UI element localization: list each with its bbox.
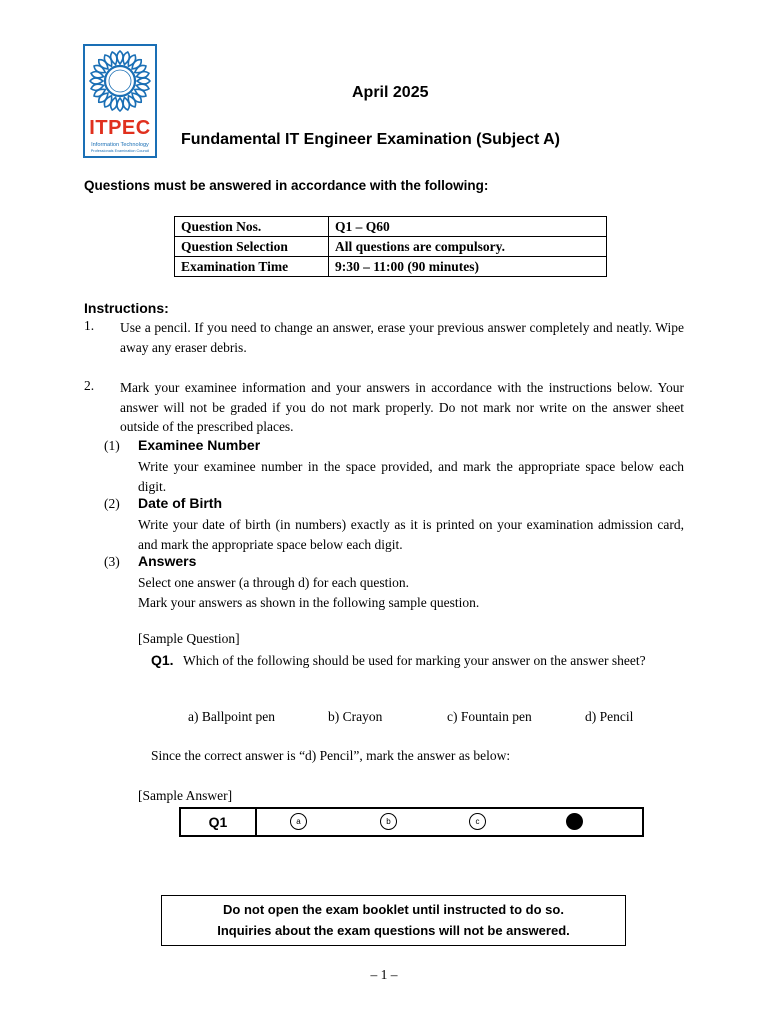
table-row	[175, 257, 607, 277]
item-number: 2.	[84, 378, 95, 393]
item-number: 1.	[84, 318, 95, 333]
table-cell-value: 9:30 – 11:00 (90 minutes)	[329, 257, 607, 277]
table-cell-value: Q1 – Q60	[329, 217, 607, 237]
table-cell-label: Question Selection	[175, 237, 329, 257]
subitem-text-examinee-number: Write your examinee number in the space provided, and mark the appropriate space below each digit.	[138, 459, 684, 494]
subitem-number: (1)	[104, 438, 120, 453]
option-a: a) Ballpoint pen	[188, 709, 275, 724]
exam-info-table	[174, 216, 607, 277]
logo-name: ITPEC	[89, 117, 151, 139]
subitem-number: (3)	[104, 554, 120, 569]
exam-date: April 2025	[352, 84, 429, 101]
logo-line2: Professionals Examination Council	[90, 149, 150, 153]
sample-explanation: Since the correct answer is “d) Pencil”, mark the answer as below:	[151, 748, 511, 763]
itpec-logo	[83, 44, 157, 158]
instructions-heading: Instructions:	[84, 300, 169, 316]
logo-petal	[117, 51, 123, 64]
table-cell-label: Question Nos.	[175, 217, 329, 237]
table-row	[175, 237, 607, 257]
bubble-a: a	[290, 813, 307, 830]
sample-question-body: Which of the following should be used for marking your answer on the answer sheet?	[183, 653, 646, 668]
subitem-text-answers-1: Select one answer (a through d) for each question.	[138, 575, 410, 590]
notice-line-1: Do not open the exam booklet until instructed to do so.	[223, 902, 564, 917]
bubble-c: c	[469, 813, 486, 830]
bubble-b: b	[380, 813, 397, 830]
sample-question-text	[183, 651, 684, 671]
table-row	[175, 217, 607, 237]
notice-line-2: Inquiries about the exam questions will not be answered.	[217, 923, 570, 938]
subitem-title-answers: Answers	[138, 553, 197, 569]
logo-petal	[117, 98, 123, 111]
instruction-item-1: Use a pencil. If you need to change an answer, erase your previous answer completely and neatly. Wipe away any eraser debris.	[120, 320, 684, 355]
sun-emblem-icon	[89, 50, 151, 112]
answer-question-cell: Q1	[180, 808, 256, 836]
table-cell-label: Examination Time	[175, 257, 329, 277]
table-cell-value: All questions are compulsory.	[329, 237, 607, 257]
page-number: – 1 –	[370, 967, 398, 982]
subitem-text-date-of-birth: Write your date of birth (in numbers) exactly as it is printed on your examination admission card, and mark the appropriate space below each digit.	[138, 517, 684, 552]
bubble-d-filled	[566, 813, 583, 830]
notice-box	[161, 895, 626, 946]
instruction-item-2: Mark your examinee information and your answers in accordance with the instructions below. Your answer will not be graded if you do not mark properly. Do not mark nor write on the answer sheet outside of the prescribed places.	[120, 380, 684, 435]
answer-bubbles-cell	[256, 808, 643, 836]
option-c: c) Fountain pen	[447, 709, 532, 724]
subitem-title-date-of-birth: Date of Birth	[138, 495, 222, 511]
option-b: b) Crayon	[328, 709, 383, 724]
sample-question-number: Q1.	[151, 652, 174, 668]
subitem-text-answers-2: Mark your answers as shown in the following sample question.	[138, 595, 480, 610]
intro-text: Questions must be answered in accordance with the following:	[84, 178, 489, 193]
sample-question-label: [Sample Question]	[138, 631, 240, 646]
subitem-number: (2)	[104, 496, 120, 511]
option-d: d) Pencil	[585, 709, 634, 724]
exam-title: Fundamental IT Engineer Examination (Subject A)	[181, 131, 561, 148]
subitem-title-examinee-number: Examinee Number	[138, 437, 261, 453]
logo-line1: Information Technology	[91, 142, 149, 148]
sample-answer-label: [Sample Answer]	[138, 788, 233, 803]
logo-petal	[90, 78, 103, 84]
logo-petal	[137, 78, 150, 84]
